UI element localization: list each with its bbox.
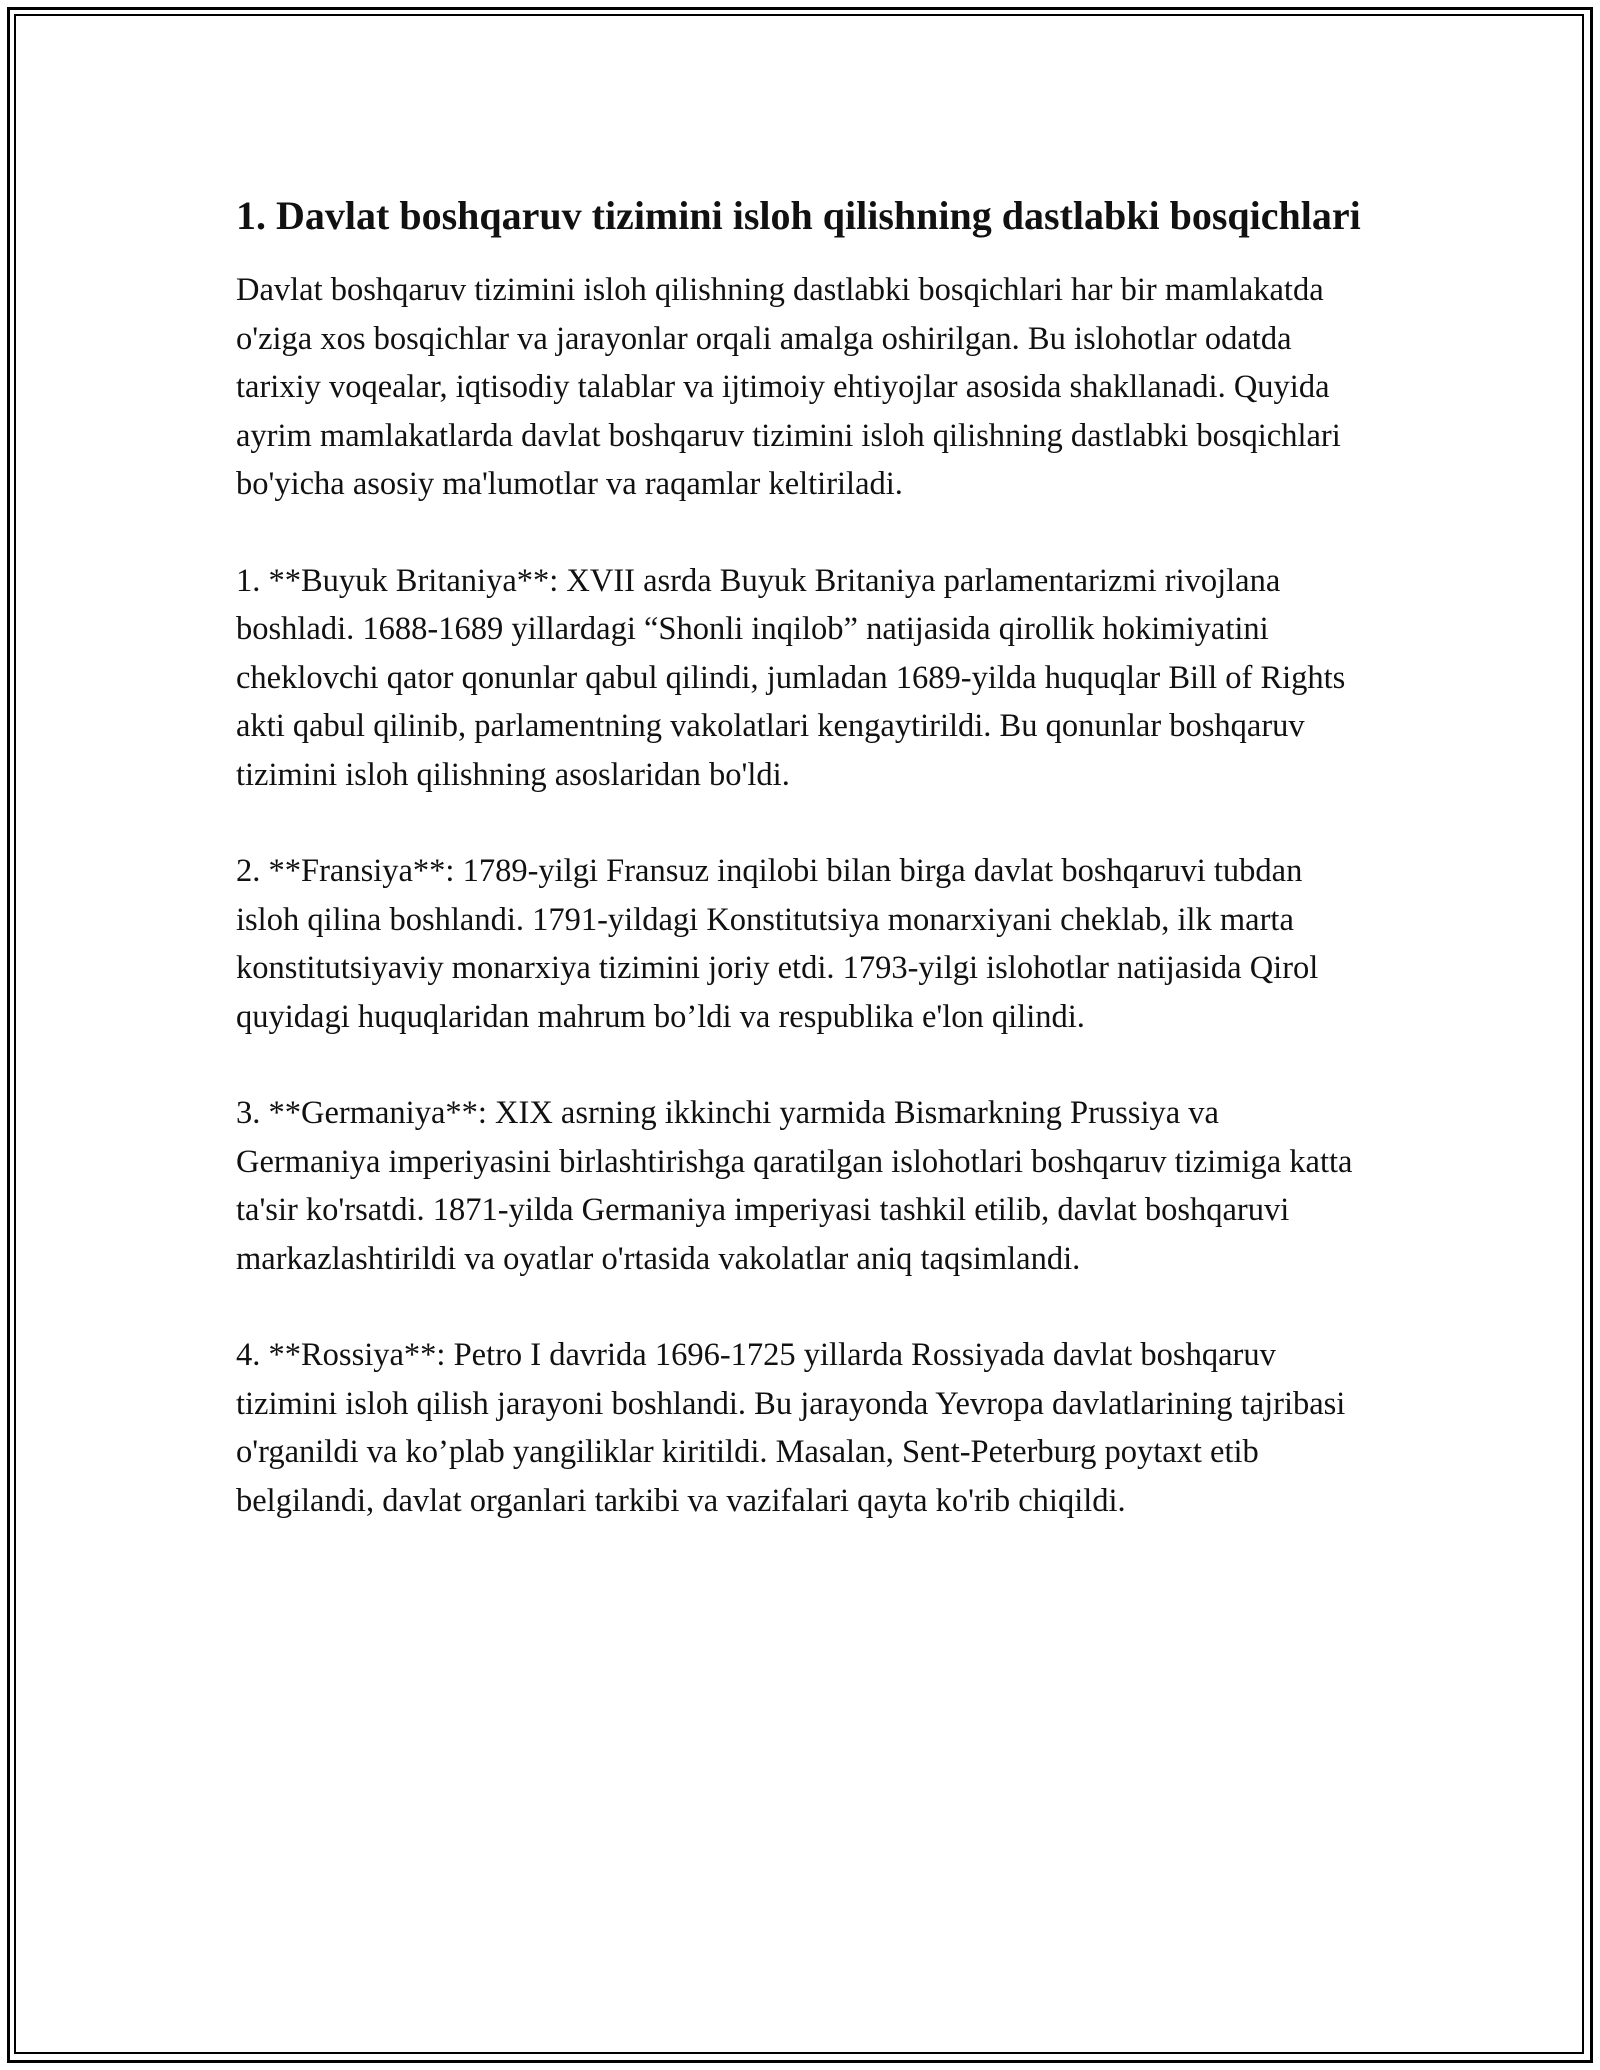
paragraph-fransiya: 2. **Fransiya**: 1789-yilgi Fransuz inqilobi bilan birga davlat boshqaruvi tubdan isloh qilina boshlandi. 1791-yildagi Konstitutsiya monarxiyani cheklab, ilk marta konstitutsiyaviy monarxiya tizimini joriy etdi. 1793-yilgi islohotlar natijasida Qirol quyidagi huquqlaridan mahrum bo’ldi va respublika e'lon qilindi. bbox=[236, 853, 1319, 1035]
section-heading: 1. Davlat boshqaruv tizimini isloh qilishning dastlabki bosqichlari bbox=[236, 193, 1361, 238]
document-body bbox=[236, 188, 1364, 1573]
intro-paragraph: Davlat boshqaruv tizimini isloh qilishning dastlabki bosqichlari har bir mamlakatda o'ziga xos bosqichlar va jarayonlar orqali amalga oshirilgan. Bu islohotlar odatda tarixiy voqealar, iqtisodiy talablar va ijtimoiy ehtiyojlar asosida shakllanadi. Quyida ayrim mamlakatlarda davlat boshqaruv tizimini isloh qilishning dastlabki bosqichlari bo'yicha asosiy ma'lumotlar va raqamlar keltiriladi. bbox=[236, 272, 1341, 502]
paragraph-rossiya: 4. **Rossiya**: Petro I davrida 1696-1725 yillarda Rossiyada davlat boshqaruv tizimini isloh qilish jarayoni boshlandi. Bu jarayonda Yevropa davlatlarining tajribasi o'rganildi va ko’plab yangiliklar kiritildi. Masalan, Sent-Peterburg poytaxt etib belgilandi, davlat organlari tarkibi va vazifalari qayta ko'rib chiqildi. bbox=[236, 1337, 1346, 1519]
paragraph-germaniya: 3. **Germaniya**: XIX asrning ikkinchi yarmida Bismarkning Prussiya va Germaniya imperiyasini birlashtirishga qaratilgan islohotlari boshqaruv tizimiga katta ta'sir ko'rsatdi. 1871-yilda Germaniya imperiyasi tashkil etilib, davlat boshqaruvi markazlashtirildi va oyatlar o'rtasida vakolatlar aniq taqsimlandi. bbox=[236, 1095, 1353, 1277]
paragraph-buyuk-britaniya: 1. **Buyuk Britaniya**: XVII asrda Buyuk Britaniya parlamentarizmi rivojlana boshladi. 1688-1689 yillardagi “Shonli inqilob” natijasida qirollik hokimiyatini cheklovchi qator qonunlar qabul qilindi, jumladan 1689-yilda huquqlar Bill of Rights akti qabul qilinib, parlamentning vakolatlari kengaytirildi. Bu qonunlar boshqaruv tizimini isloh qilishning asoslaridan bo'ldi. bbox=[236, 562, 1346, 793]
